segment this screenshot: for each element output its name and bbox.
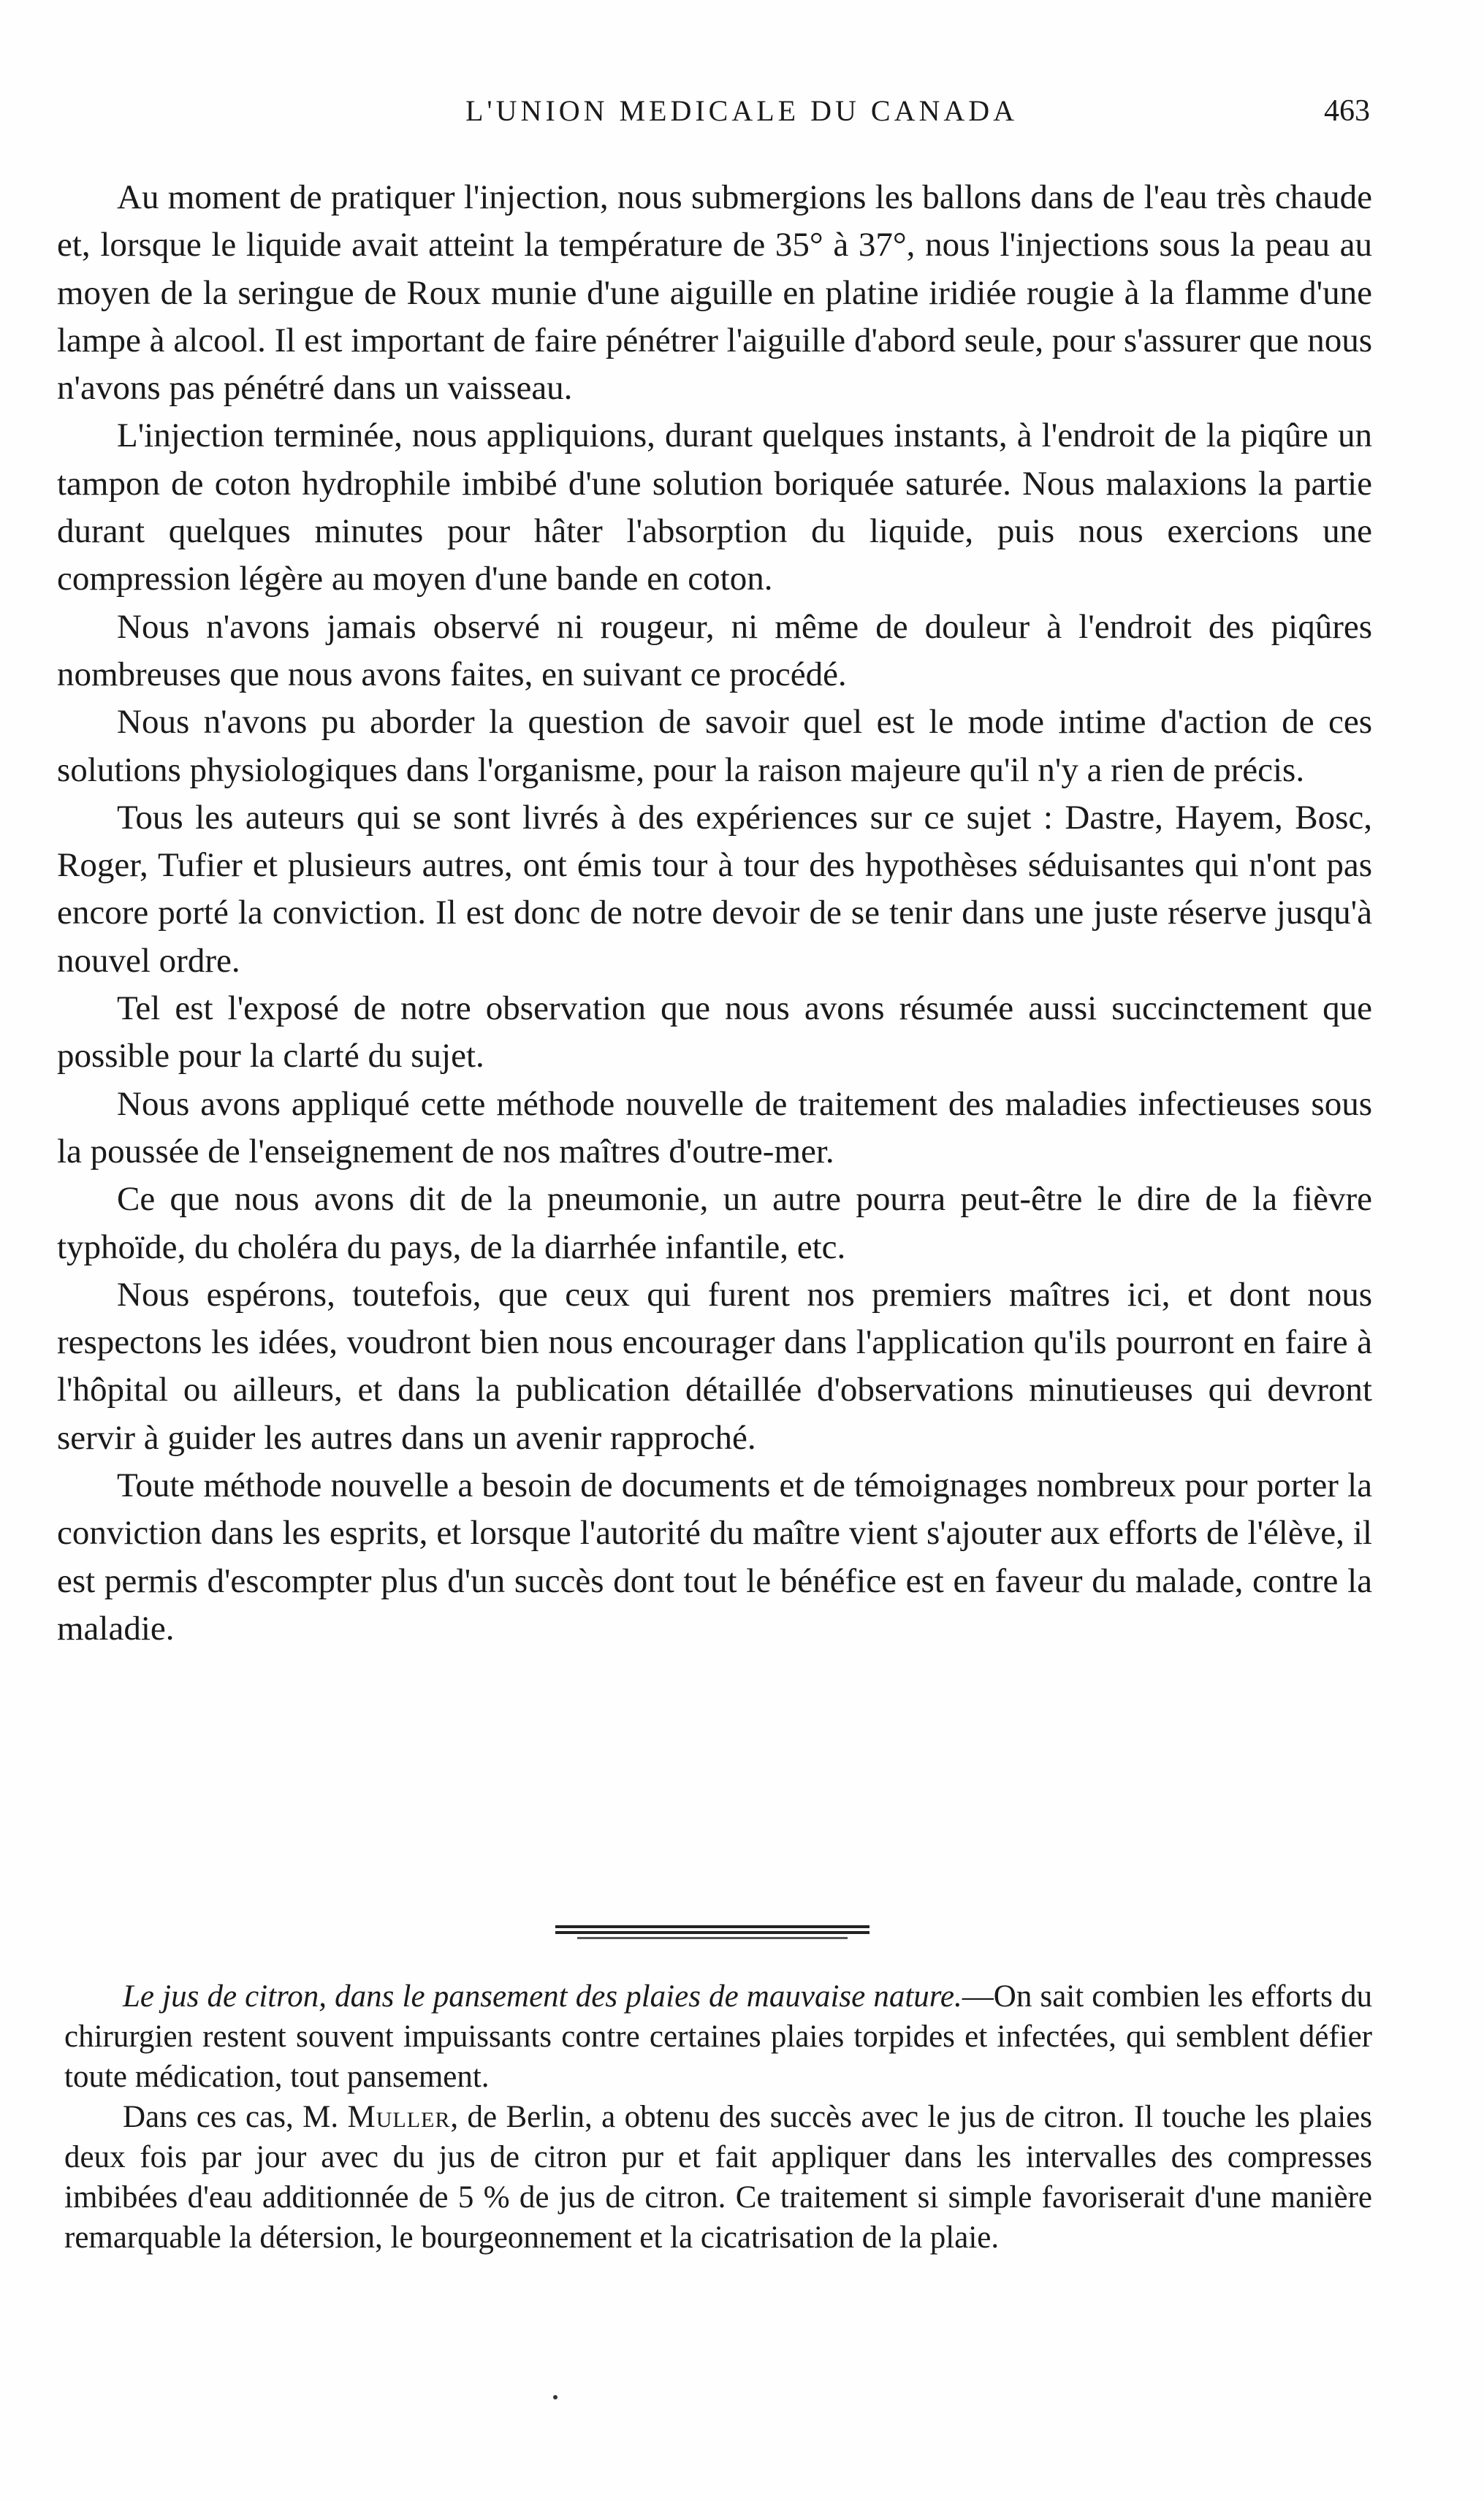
journal-title: L'UNION MEDICALE DU CANADA — [465, 94, 1019, 127]
divider-rule — [577, 1937, 848, 1939]
paragraph: Toute méthode nouvelle a besoin de documents et de témoignages nombreux pour porter la conviction dans les esprits, et lorsque l'autorité du maître vient s'ajouter aux efforts de l'élève, il est permis d'escompter plus d'un succès dont tout le bénéfice est en faveur du malade, contre la maladie. — [57, 1466, 1372, 1648]
paragraph: Nous n'avons jamais observé ni rougeur, ni même de douleur à l'endroit des piqûres nombreuses que nous avons faites, en suivant ce procédé. — [57, 607, 1372, 693]
note-paragraph — [64, 1976, 1372, 2097]
note-text: , de Berlin, a obtenu des succès avec le jus de citron. Il touche les plaies deux fois par jour avec du jus de citron pur et fait appliquer dans les intervalles des compresses imbibées d'eau additionnée de 5 % de jus de citron. Ce traitement si simple favoriserait d'une manière remarquable la détersion, le bourgeonnement et la cicatrisation de la plaie. — [64, 2100, 1372, 2255]
paragraph: Tel est l'exposé de notre observation que nous avons résumée aussi succinctement que possible pour la clarté du sujet. — [57, 989, 1372, 1076]
note-intro-text: —On sait combien les efforts du chirurgien restent souvent impuissants contre certaines plaies torpides et infectées, qui semblent défier toute médication, tout pansement. — [64, 1979, 1372, 2094]
paragraph: Nous avons appliqué cette méthode nouvelle de traitement des maladies infectieuses sous la poussée de l'enseignement de nos maîtres d'outre-mer. — [57, 1084, 1372, 1170]
note-paragraph — [64, 2097, 1372, 2258]
divider-rule — [555, 1931, 870, 1934]
author-name: Muller — [347, 2100, 451, 2134]
article-body — [57, 174, 1372, 1653]
paragraph: Au moment de pratiquer l'injection, nous submergions les ballons dans de l'eau très chaude et, lorsque le liquide avait atteint la température de 35° à 37°, nous l'injections sous la peau au moyen de la seringue de Roux munie d'une aiguille en platine iridiée rougie à la flamme d'une lampe à alcool. Il est important de faire pénétrer l'aiguille d'abord seule, pour s'assurer que nous n'avons pas pénétré dans un vaisseau. — [57, 178, 1372, 408]
section-divider — [555, 1925, 870, 1941]
page-number: 463 — [1324, 94, 1370, 128]
note-text: Dans ces cas, M. — [123, 2100, 348, 2134]
divider-rule — [555, 1925, 870, 1928]
note-title: Le jus de citron, dans le pansement des plaies de mauvaise nature. — [123, 1979, 962, 2014]
paragraph: Nous espérons, toutefois, que ceux qui furent nos premiers maîtres ici, et dont nous respectons les idées, voudront bien nous encourager dans l'application qu'ils pourront en faire à l'hôpital ou ailleurs, et dans la publication détaillée d'observations minutieuses qui devront servir à guider les autres dans un avenir rapproché. — [57, 1275, 1372, 1457]
news-note — [64, 1976, 1372, 2258]
paragraph: Nous n'avons pu aborder la question de savoir quel est le mode intime d'action de ces solutions physiologiques dans l'organisme, pour la raison majeure qu'il n'y a rien de précis. — [57, 703, 1372, 789]
running-header — [113, 94, 1370, 137]
stray-mark — [553, 2395, 558, 2399]
paragraph: Tous les auteurs qui se sont livrés à des expériences sur ce sujet : Dastre, Hayem, Bosc, Roger, Tufier et plusieurs autres, ont émis tour à tour des hypothèses séduisantes qui n'ont pas encore porté la conviction. Il est donc de notre devoir de se tenir dans une juste réserve jusqu'à nouvel ordre. — [57, 798, 1372, 980]
paragraph: L'injection terminée, nous appliquions, durant quelques instants, à l'endroit de la piqûre un tampon de coton hydrophile imbibé d'une solution boriquée saturée. Nous malaxions la partie durant quelques minutes pour hâter l'absorption du liquide, puis nous exercions une compression légère au moyen d'une bande en coton. — [57, 416, 1372, 598]
paragraph: Ce que nous avons dit de la pneumonie, un autre pourra peut-être le dire de la fièvre typhoïde, du choléra du pays, de la diarrhée infantile, etc. — [57, 1180, 1372, 1266]
